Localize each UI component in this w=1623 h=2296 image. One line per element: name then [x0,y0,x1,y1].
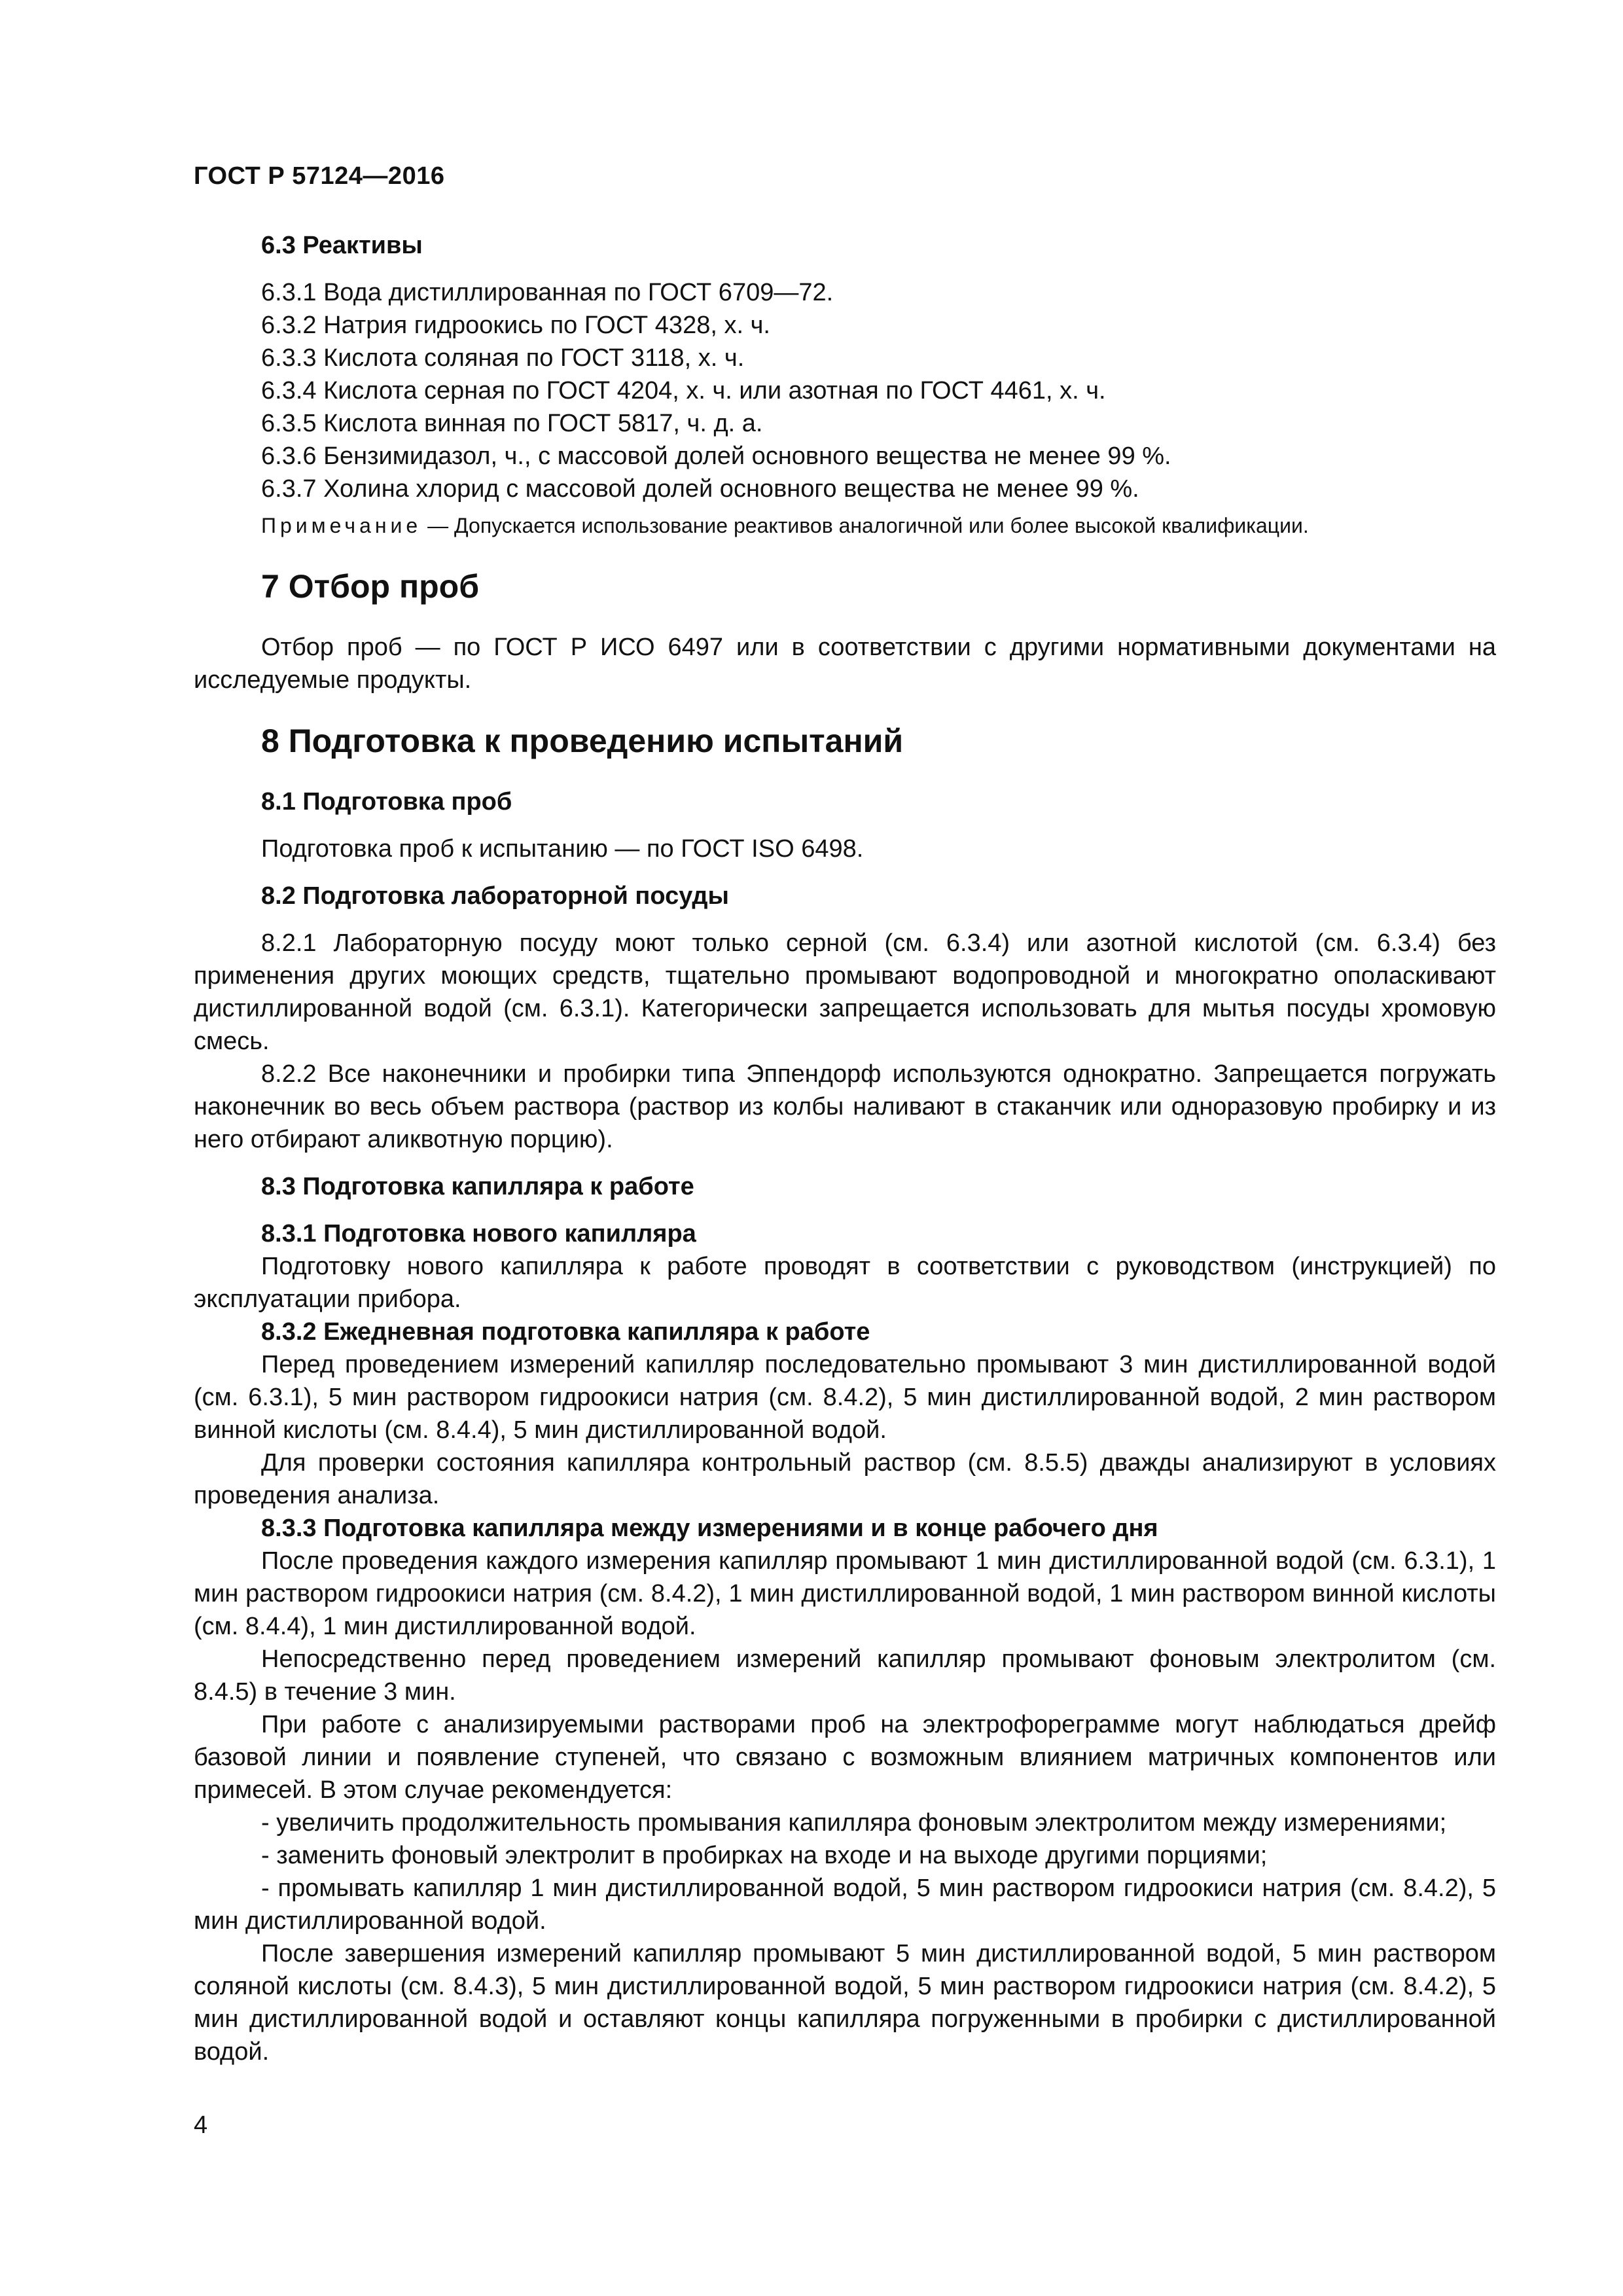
list-item: 6.3.5 Кислота винная по ГОСТ 5817, ч. д. а. [261,410,763,437]
paragraph-8-2-2: 8.2.2 Все наконечники и пробирки типа Эппендорф используются однократно. Запрещается погружать наконечник во весь объем раствора (раствор из колбы наливают в стаканчик или одноразовую пробирку и из него отбирают аликвотную порцию). [194,1060,1496,1153]
paragraph-8-3-1: Подготовку нового капилляра к работе проводят в соответствии с руководством (инструкцией) по эксплуатации прибора. [194,1253,1496,1313]
note [194,509,1496,542]
section-8-3-1-title: 8.3.1 Подготовка нового капилляра [261,1220,696,1247]
section-8-3-3-title: 8.3.3 Подготовка капилляра между измерениями и в конце рабочего дня [261,1515,1158,1542]
page-header: ГОСТ Р 57124—2016 [194,162,445,190]
list-item: 6.3.1 Вода дистиллированная по ГОСТ 6709—72. [261,279,834,306]
bullet-item: - заменить фоновый электролит в пробирках на входе и на выходе другими порциями; [261,1842,1268,1869]
list-item: 6.3.3 Кислота соляная по ГОСТ 3118, х. ч. [261,344,745,372]
section-6-3-title: 6.3 Реактивы [261,232,423,259]
list-item: 6.3.4 Кислота серная по ГОСТ 4204, х. ч. или азотная по ГОСТ 4461, х. ч. [261,377,1106,404]
paragraph: При работе с анализируемыми растворами проб на электрофореграмме могут наблюдаться дрейф базовой линии и появление ступеней, что связано с возможным влиянием матричных компонентов или примесей. В этом случае рекомендуется: [194,1711,1496,1804]
section-8-2-title: 8.2 Подготовка лабораторной посуды [261,882,729,910]
section-8-3-title: 8.3 Подготовка капилляра к работе [261,1173,694,1200]
paragraph: Непосредственно перед проведением измерений капилляр промывают фоновым электролитом (см. 8.4.5) в течение 3 мин. [194,1645,1496,1706]
note-text: — Допускается использование реактивов аналогичной или более высокой квалификации. [421,514,1309,537]
list-item: 6.3.6 Бензимидазол, ч., с массовой долей основного вещества не менее 99 %. [261,442,1171,470]
section-8-1-text: Подготовка проб к испытанию — по ГОСТ ISO 6498. [261,835,864,863]
list-item: 6.3.7 Холина хлорид с массовой долей основного вещества не менее 99 %. [261,475,1139,503]
section-8-title: 8 Подготовка к проведению испытаний [261,723,904,759]
paragraph: Перед проведением измерений капилляр последовательно промывают 3 мин дистиллированной водой (см. 6.3.1), 5 мин раствором гидроокиси натрия (см. 8.4.2), 5 мин дистиллированной водой, 2 мин раствором винной кислоты (см. 8.4.4), 5 мин дистиллированной водой. [194,1351,1496,1444]
bullet-item: - промывать капилляр 1 мин дистиллированной водой, 5 мин раствором гидроокиси натрия (см. 8.4.2), 5 мин дистиллированной водой. [194,1874,1496,1935]
page-number: 4 [194,2111,208,2139]
document-body [194,229,1496,2068]
section-8-3-2-title: 8.3.2 Ежедневная подготовка капилляра к работе [261,1318,870,1346]
paragraph-8-2-1: 8.2.1 Лабораторную посуду моют только серной (см. 6.3.4) или азотной кислотой (см. 6.3.4) без применения других моющих средств, тщательно промывают водопроводной и многократно ополаскивают дистиллированной водой (см. 6.3.1). Категорически запрещается использовать для мытья посуды хромовую смесь. [194,929,1496,1055]
bullet-item: - увеличить продолжительность промывания капилляра фоновым электролитом между измерениями; [261,1809,1447,1837]
section-7-title: 7 Отбор проб [261,568,480,605]
section-7-text: Отбор проб — по ГОСТ Р ИСО 6497 или в соответствии с другими нормативными документами на исследуемые продукты. [194,634,1496,694]
note-label: Примечание [261,514,422,537]
section-8-1-title: 8.1 Подготовка проб [261,788,512,816]
paragraph: После завершения измерений капилляр промывают 5 мин дистиллированной водой, 5 мин раствором соляной кислоты (см. 8.4.3), 5 мин дистиллированной водой, 5 мин раствором гидроокиси натрия (см. 8.4.2), 5 мин дистиллированной водой и оставляют концы капилляра погруженными в пробирки с дистиллированной водой. [194,1940,1496,2066]
list-item: 6.3.2 Натрия гидроокись по ГОСТ 4328, х. ч. [261,312,770,339]
paragraph: После проведения каждого измерения капилляр промывают 1 мин дистиллированной водой (см. 6.3.1), 1 мин раствором гидроокиси натрия (см. 8.4.2), 1 мин дистиллированной водой, 1 мин раствором винной кислоты (см. 8.4.4), 1 мин дистиллированной водой. [194,1547,1496,1640]
paragraph: Для проверки состояния капилляра контрольный раствор (см. 8.5.5) дважды анализируют в условиях проведения анализа. [194,1449,1496,1509]
